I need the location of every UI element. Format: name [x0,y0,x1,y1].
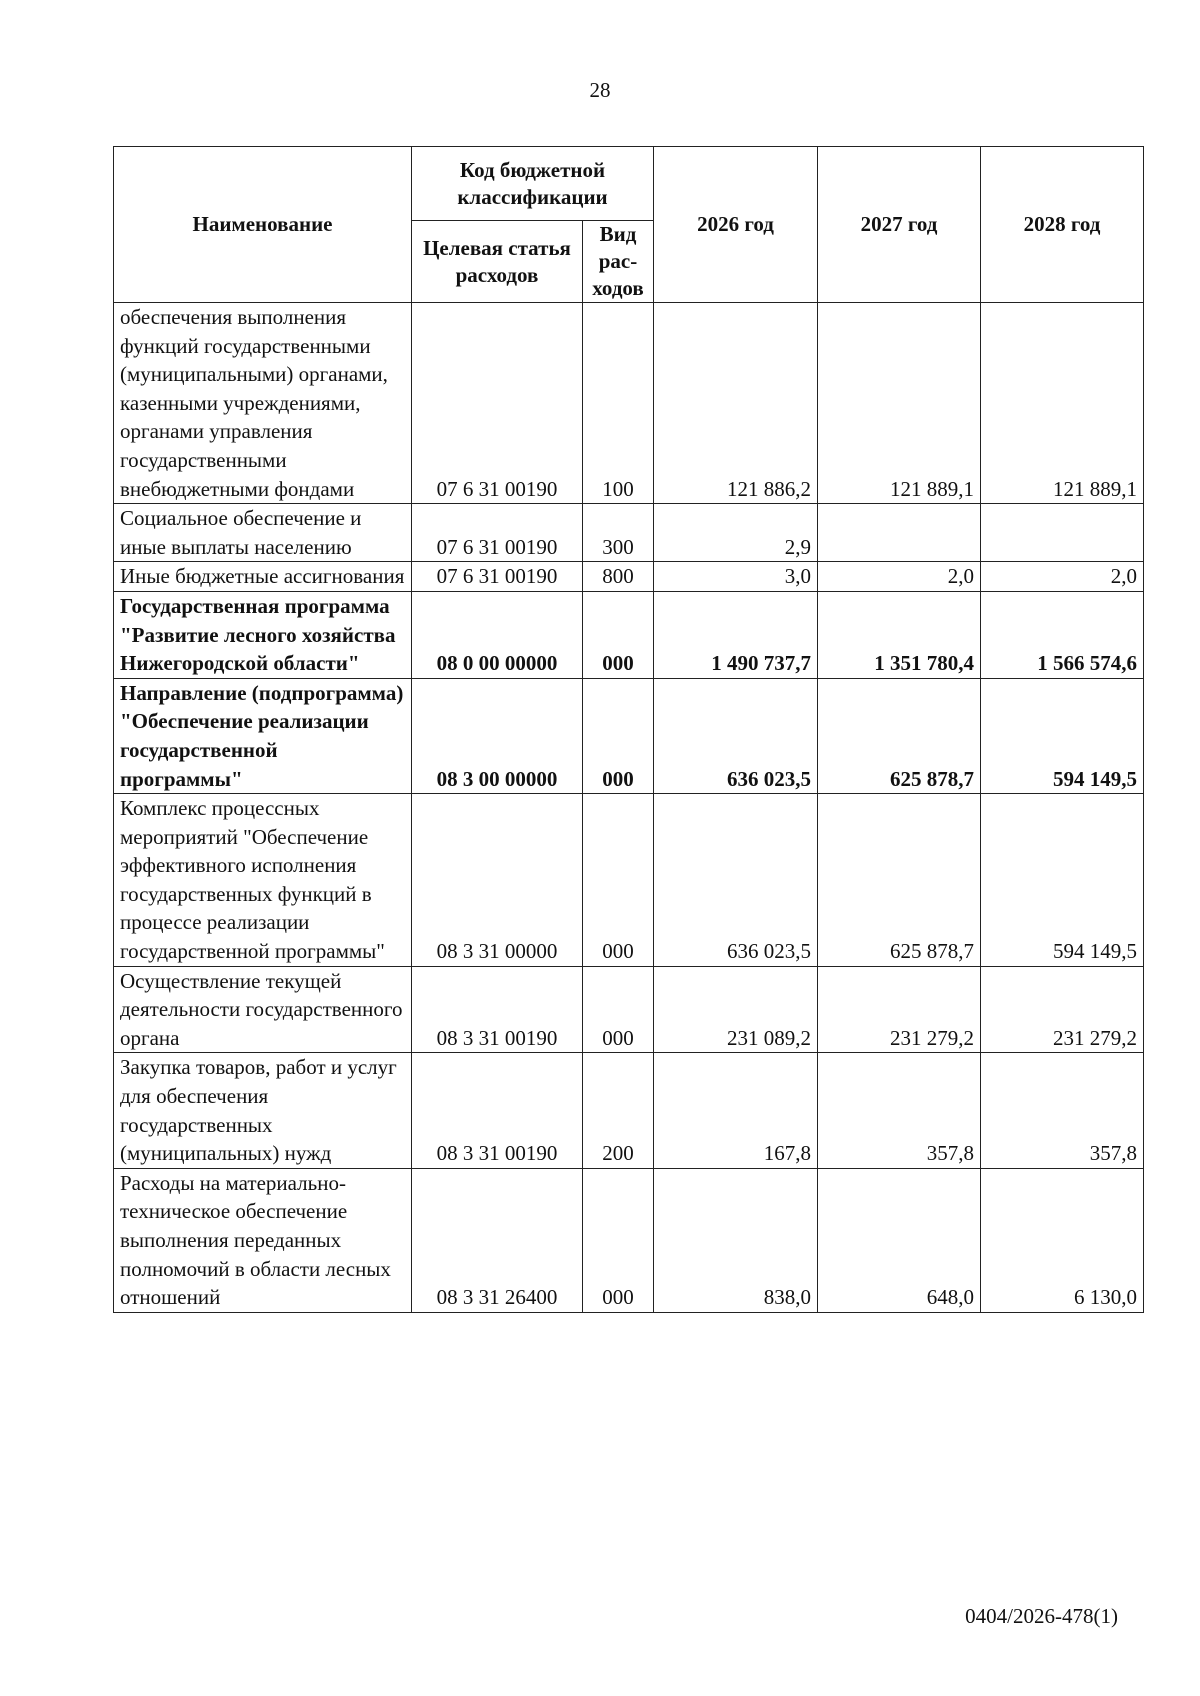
budget-table [113,146,1144,1313]
document-id: 0404/2026-478(1) [965,1604,1118,1628]
row-2026-cell: 1 490 737,7 [654,591,818,678]
table-row [114,794,1144,967]
row-name-cell: обеспечения выполнения функций государственными (муниципальными) органами, казенными учреждениями, органами управления государственными внебюджетными фондами [114,303,412,504]
row-2026-cell: 2,9 [654,504,818,562]
header-2026: 2026 год [654,147,818,303]
row-expense-type-cell: 000 [583,591,654,678]
row-2028-cell: 231 279,2 [981,966,1144,1053]
row-target-item-cell: 08 3 31 00190 [412,966,583,1053]
header-expense-type: Вид рас-ходов [583,221,654,303]
row-name-cell: Расходы на материально-техническое обеспечение выполнения переданных полномочий в области лесных отношений [114,1168,412,1312]
page-number: 28 [589,78,611,102]
row-2027-cell: 625 878,7 [818,794,981,967]
row-2028-cell: 2,0 [981,562,1144,592]
table-row [114,1053,1144,1168]
table-row [114,562,1144,592]
row-name-cell: Закупка товаров, работ и услуг для обеспечения государственных (муниципальных) нужд [114,1053,412,1168]
row-2027-cell: 1 351 780,4 [818,591,981,678]
row-2028-cell [981,504,1144,562]
row-2028-cell: 121 889,1 [981,303,1144,504]
row-name-cell: Направление (подпрограмма) "Обеспечение реализации государственной программы" [114,678,412,793]
row-2027-cell: 648,0 [818,1168,981,1312]
row-2028-cell: 594 149,5 [981,678,1144,793]
row-2027-cell: 357,8 [818,1053,981,1168]
row-expense-type-cell: 100 [583,303,654,504]
row-2027-cell: 625 878,7 [818,678,981,793]
header-name: Наименование [114,147,412,303]
table-body [114,303,1144,1313]
row-2028-cell: 357,8 [981,1053,1144,1168]
row-target-item-cell: 08 3 31 26400 [412,1168,583,1312]
row-target-item-cell: 08 3 31 00190 [412,1053,583,1168]
row-target-item-cell: 08 0 00 00000 [412,591,583,678]
row-2028-cell: 1 566 574,6 [981,591,1144,678]
table-row [114,504,1144,562]
row-2028-cell: 6 130,0 [981,1168,1144,1312]
row-name-cell: Иные бюджетные ассигнования [114,562,412,592]
row-target-item-cell: 07 6 31 00190 [412,303,583,504]
row-target-item-cell: 08 3 31 00000 [412,794,583,967]
row-2026-cell: 167,8 [654,1053,818,1168]
row-2026-cell: 636 023,5 [654,678,818,793]
row-2027-cell [818,504,981,562]
table-row [114,1168,1144,1312]
row-2026-cell: 636 023,5 [654,794,818,967]
row-2028-cell: 594 149,5 [981,794,1144,967]
row-2026-cell: 838,0 [654,1168,818,1312]
table-row [114,591,1144,678]
header-2027: 2027 год [818,147,981,303]
row-2027-cell: 121 889,1 [818,303,981,504]
row-expense-type-cell: 800 [583,562,654,592]
row-name-cell: Осуществление текущей деятельности государственного органа [114,966,412,1053]
row-expense-type-cell: 300 [583,504,654,562]
row-2026-cell: 231 089,2 [654,966,818,1053]
row-name-cell: Социальное обеспечение и иные выплаты населению [114,504,412,562]
row-target-item-cell: 07 6 31 00190 [412,504,583,562]
row-expense-type-cell: 000 [583,794,654,967]
header-target-item: Целевая статья расходов [412,221,583,303]
row-name-cell: Государственная программа "Развитие лесного хозяйства Нижегородской области" [114,591,412,678]
row-expense-type-cell: 000 [583,1168,654,1312]
row-2027-cell: 2,0 [818,562,981,592]
row-target-item-cell: 08 3 00 00000 [412,678,583,793]
row-target-item-cell: 07 6 31 00190 [412,562,583,592]
row-2026-cell: 3,0 [654,562,818,592]
table-row [114,678,1144,793]
table-row [114,966,1144,1053]
row-2027-cell: 231 279,2 [818,966,981,1053]
row-expense-type-cell: 000 [583,678,654,793]
row-2026-cell: 121 886,2 [654,303,818,504]
table-row [114,303,1144,504]
header-code-group: Код бюджетной классификации [412,147,654,221]
row-expense-type-cell: 200 [583,1053,654,1168]
header-2028: 2028 год [981,147,1144,303]
row-name-cell: Комплекс процессных мероприятий "Обеспечение эффективного исполнения государственных функций в процессе реализации государственной программы" [114,794,412,967]
row-expense-type-cell: 000 [583,966,654,1053]
